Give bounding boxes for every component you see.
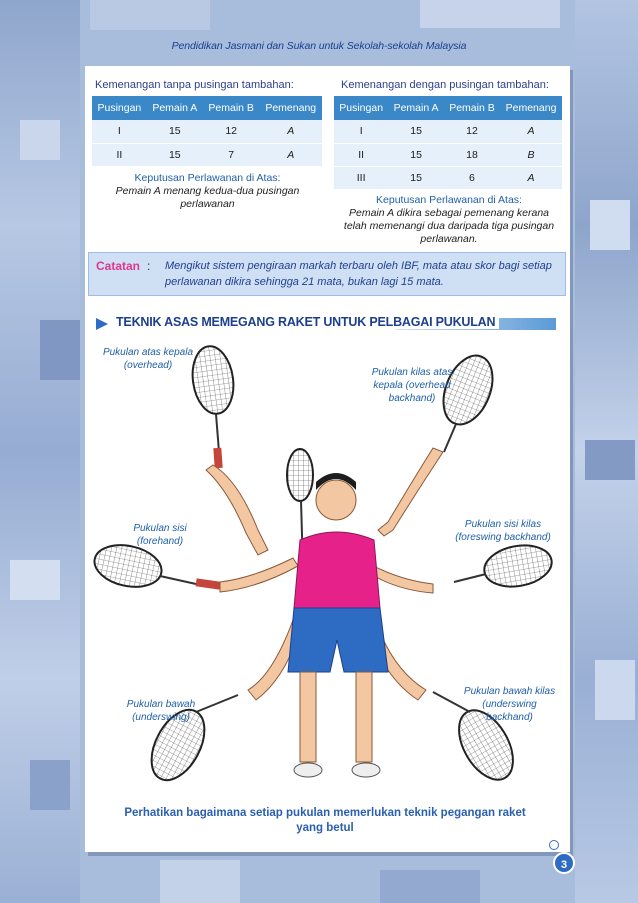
- table-cell: 6: [444, 166, 500, 189]
- table-row: [334, 120, 562, 143]
- table-cell: 7: [203, 143, 260, 166]
- table-cell: 18: [444, 143, 500, 166]
- table-cell: 15: [388, 120, 444, 143]
- table-cell: A: [500, 166, 562, 189]
- boy-figure: [288, 473, 388, 777]
- arrow-icon: [96, 318, 108, 330]
- right-table-title: Kemenangan dengan pusingan tambahan:: [341, 79, 549, 91]
- note-colon: :: [147, 259, 151, 273]
- label-overhead-backhand: Pukulan kilas atas kepala (overhead backhand): [371, 367, 453, 404]
- section-heading: [96, 313, 556, 333]
- table-cell: 15: [147, 143, 203, 166]
- decision-title: Keputusan Perlawanan di Atas:: [134, 172, 281, 184]
- table-cell: 15: [388, 143, 444, 166]
- col-header: Pemain A: [147, 96, 203, 120]
- table-row: [334, 166, 562, 189]
- table-cell: A: [260, 120, 323, 143]
- col-header: Pemain A: [388, 96, 444, 120]
- badminton-grip-illustration: [88, 340, 558, 795]
- page-number-decoration: [549, 840, 559, 850]
- table-cell: I: [92, 120, 147, 143]
- table-cell: II: [334, 143, 388, 166]
- decision-text: Pemain A dikira sebagai pemenang kerana telah memenangi dua daripada tiga pusingan perlawanan.: [343, 207, 555, 245]
- decision-title: Keputusan Perlawanan di Atas:: [376, 194, 522, 206]
- left-decision: [100, 172, 315, 211]
- page-header-title: Pendidikan Jasmani dan Sukan untuk Sekolah-sekolah Malaysia: [171, 40, 467, 52]
- note-text: Mengikut sistem pengiraan markah terbaru oleh IBF, mata atau skor bagi setiap perlawanan dikira sehingga 21 mata, bukan lagi 15 mata.: [165, 260, 552, 288]
- table-cell: II: [92, 143, 147, 166]
- col-header: Pemain B: [203, 96, 260, 120]
- racket-foreswing-backhand: [454, 540, 555, 591]
- left-score-table: [92, 96, 322, 167]
- table-row: [92, 143, 322, 166]
- table-cell: 12: [203, 120, 260, 143]
- note-label: Catatan: [96, 259, 141, 273]
- col-header: Pemain B: [444, 96, 500, 120]
- table-row: [334, 143, 562, 166]
- table-cell: I: [334, 120, 388, 143]
- note-box: [88, 252, 566, 296]
- table-cell: A: [500, 120, 562, 143]
- left-table-title: Kemenangan tanpa pusingan tambahan:: [95, 79, 294, 91]
- table-row: [92, 120, 322, 143]
- col-header: Pemenang: [500, 96, 562, 120]
- right-decision: [340, 194, 558, 246]
- decision-text: Pemain A menang kedua-dua pusingan perlawanan: [115, 185, 300, 210]
- label-overhead: Pukulan atas kepala (overhead): [102, 347, 194, 371]
- table-cell: 12: [444, 120, 500, 143]
- bottom-note: Perhatikan bagaimana setiap pukulan memerlukan teknik pegangan raket yang betul: [124, 807, 526, 834]
- col-header: Pusingan: [92, 96, 147, 120]
- label-forehand: Pukulan sisi (forehand): [133, 523, 187, 547]
- section-title: TEKNIK ASAS MEMEGANG RAKET UNTUK PELBAGAI PUKULAN: [116, 315, 499, 329]
- table-cell: 15: [388, 166, 444, 189]
- label-underswing: Pukulan bawah (underswing): [126, 699, 196, 723]
- label-foreswing-backhand: Pukulan sisi kilas (foreswing backhand): [455, 519, 551, 543]
- col-header: Pusingan: [334, 96, 388, 120]
- table-cell: A: [260, 143, 323, 166]
- right-score-table: [334, 96, 562, 190]
- table-cell: 15: [147, 120, 203, 143]
- col-header: Pemenang: [260, 96, 323, 120]
- page-number: 3: [553, 852, 575, 874]
- table-cell: B: [500, 143, 562, 166]
- table-cell: III: [334, 166, 388, 189]
- label-underswing-backhand: Pukulan bawah kilas (underswing backhand): [463, 686, 556, 723]
